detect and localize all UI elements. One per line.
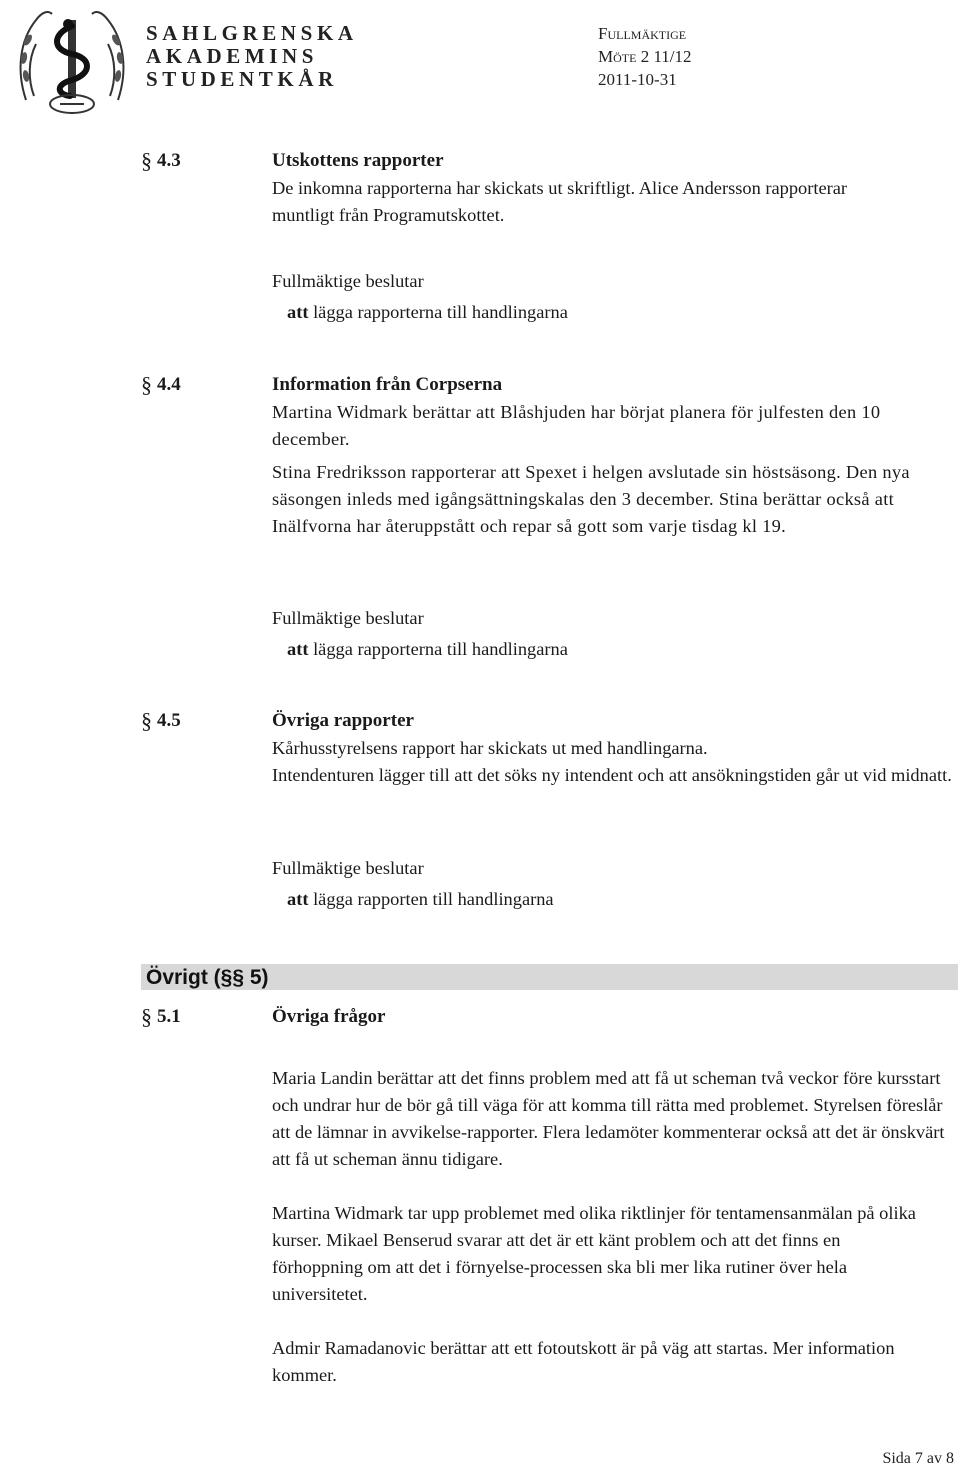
item-paragraph: Martina Widmark tar upp problemet med olika riktlinjer för tentamensanmälan på olika kurser. Mikael Benserud svarar att det är ett känt problem och att det finns en förhoppning om att det i förnyelse-processen ska bli mer lika rutiner över hela universitetet. (272, 1203, 916, 1304)
decision-4-3 (272, 266, 568, 328)
decision-text: lägga rapporterna till handlingarna (313, 639, 568, 659)
meeting-number: Möte 2 11/12 (598, 47, 692, 66)
meeting-info (598, 22, 692, 91)
section-banner (141, 964, 958, 990)
item-paragraph: Martina Widmark berättar att Blåshjuden har börjat planera för julfesten den 10 december. (272, 402, 881, 449)
item-body-5-1 (272, 1065, 958, 1389)
item-body-4-5 (272, 735, 958, 789)
section-symbol-icon: § (141, 1004, 152, 1029)
item-paragraph: Intendenturen lägger till att det söks ny intendent och att ansökningstiden går ut vid midnatt. (272, 765, 952, 785)
decision-label: Fullmäktige beslutar (272, 271, 424, 291)
item-number-text: 4.4 (157, 374, 181, 395)
item-title-5-1: Övriga frågor (272, 1006, 386, 1027)
logo-emblem-icon (6, 0, 138, 118)
decision-label: Fullmäktige beslutar (272, 858, 424, 878)
item-title-4-5: Övriga rapporter (272, 710, 414, 731)
organization-name (146, 22, 358, 91)
page-number: Sida 7 av 8 (882, 1450, 954, 1467)
item-body-4-4 (272, 399, 958, 540)
item-title-4-4: Information från Corpserna (272, 374, 503, 395)
decision-text: lägga rapporten till handlingarna (313, 889, 554, 909)
item-paragraph: Admir Ramadanovic berättar att ett fotoutskott är på väg att startas. Mer information kommer. (272, 1338, 895, 1385)
meeting-date: 2011-10-31 (598, 70, 677, 89)
item-paragraph: Kårhusstyrelsens rapport har skickats ut med handlingarna. (272, 738, 708, 758)
org-line-1: SAHLGRENSKA (146, 21, 358, 45)
item-number-text: 4.5 (157, 710, 181, 731)
decision-att: att (287, 639, 309, 659)
decision-att: att (287, 302, 309, 322)
section-symbol-icon: § (141, 708, 152, 733)
item-number-4-3 (141, 148, 181, 174)
decision-line (272, 884, 554, 915)
item-number-4-4 (141, 372, 181, 398)
section-heading: Övrigt (§§ 5) (146, 966, 269, 989)
item-title-4-3: Utskottens rapporter (272, 150, 444, 171)
meeting-type: Fullmäktige (598, 24, 687, 43)
item-number-5-1 (141, 1004, 181, 1030)
item-number-text: 4.3 (157, 150, 181, 171)
section-symbol-icon: § (141, 372, 152, 397)
decision-4-4 (272, 603, 568, 665)
item-paragraph: De inkomna rapporterna har skickats ut skriftligt. Alice Andersson rapporterar muntligt från Programutskottet. (272, 178, 848, 225)
item-paragraph: Maria Landin berättar att det finns problem med att få ut scheman två veckor före kursstart och undrar hur de bör gå till väga för att komma till rätta med problemet. Styrelsen föreslår att de lämnar in avvikelse-rapporter. Flera ledamöter kommenterar också att det är önskvärt att få ut scheman ännu tidigare. (272, 1068, 945, 1169)
item-body-4-3 (272, 175, 958, 229)
decision-text: lägga rapporterna till handlingarna (313, 302, 568, 322)
decision-label: Fullmäktige beslutar (272, 608, 424, 628)
item-number-text: 5.1 (157, 1006, 181, 1027)
item-paragraph: Stina Fredriksson rapporterar att Spexet i helgen avslutade sin höstsäsong. Den nya säsongen inleds med igångsättningskalas den 3 december. Stina berättar också att Inälfvorna har återuppstått och repar så gott som varje tisdag kl 19. (272, 462, 910, 536)
decision-att: att (287, 889, 309, 909)
decision-line (272, 297, 568, 328)
org-line-3: STUDENTKÅR (146, 67, 338, 91)
item-number-4-5 (141, 708, 181, 734)
org-line-2: AKADEMINS (146, 44, 319, 68)
decision-4-5 (272, 853, 554, 915)
decision-line (272, 634, 568, 665)
section-symbol-icon: § (141, 148, 152, 173)
